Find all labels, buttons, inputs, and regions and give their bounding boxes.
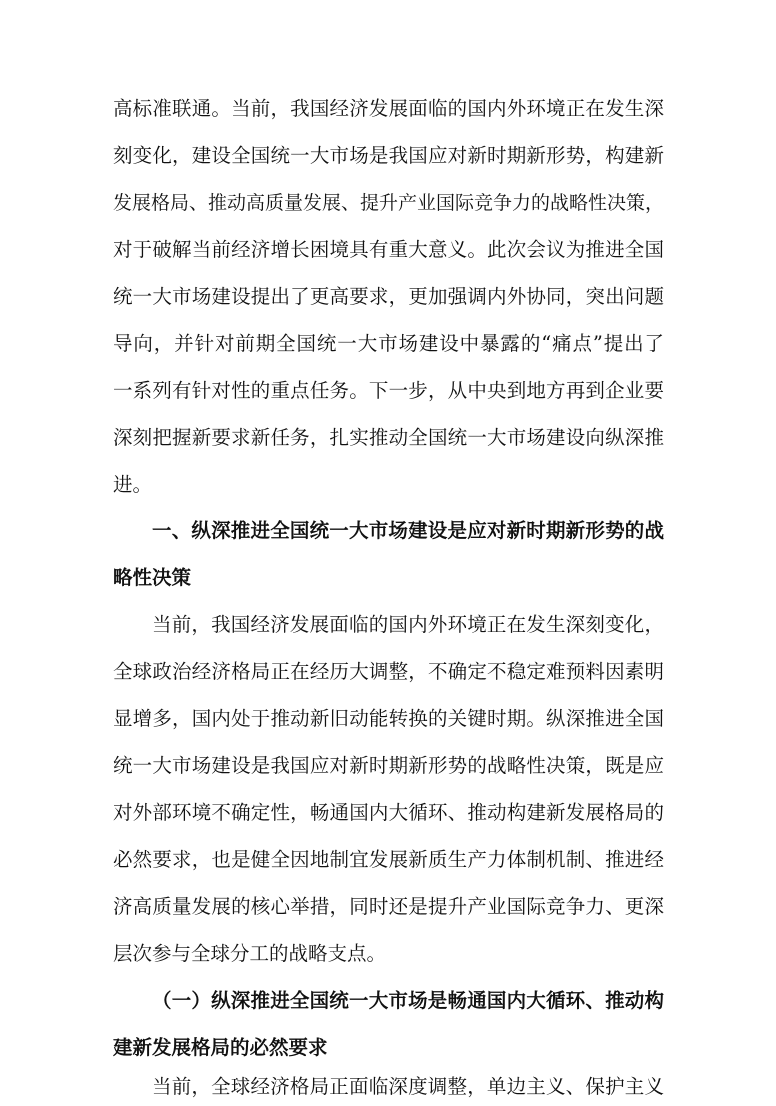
- subsection-heading: 建新发展格局的必然要求: [113, 1036, 328, 1059]
- paragraph-line: 导向，并针对前期全国统一大市场建设中暴露的“痛点”提出了: [113, 332, 664, 355]
- subsection-heading: （一）纵深推进全国统一大市场是畅通国内大循环、推动构: [152, 989, 664, 1012]
- paragraph-line: 统一大市场建设提出了更高要求，更加强调内外协同，突出问题: [113, 285, 664, 308]
- paragraph-line: 统一大市场建设是我国应对新时期新形势的战略性决策，既是应: [113, 754, 664, 777]
- paragraph-line: 当前，我国经济发展面临的国内外环境正在发生深刻变化，: [152, 613, 664, 636]
- paragraph-line: 一系列有针对性的重点任务。下一步，从中央到地方再到企业要: [113, 379, 664, 402]
- paragraph-line: 显增多，国内处于推动新旧动能转换的关键时期。纵深推进全国: [113, 707, 664, 730]
- paragraph-line: 对外部环境不确定性，畅通国内大循环、推动构建新发展格局的: [113, 801, 664, 824]
- paragraph-line: 全球政治经济格局正在经历大调整，不确定不稳定难预料因素明: [113, 660, 664, 683]
- paragraph-line: 深刻把握新要求新任务，扎实推动全国统一大市场建设向纵深推: [113, 426, 664, 449]
- paragraph-line: 当前，全球经济格局正面临深度调整，单边主义、保护主义: [152, 1075, 664, 1098]
- paragraph-line: 层次参与全球分工的战略支点。: [113, 942, 387, 965]
- paragraph-line: 高标准联通。当前，我国经济发展面临的国内外环境正在发生深: [113, 97, 664, 120]
- paragraph-line: 济高质量发展的核心举措，同时还是提升产业国际竞争力、更深: [113, 895, 664, 918]
- paragraph-line: 刻变化，建设全国统一大市场是我国应对新时期新形势，构建新: [113, 144, 664, 167]
- section-heading: 一、纵深推进全国统一大市场建设是应对新时期新形势的战: [152, 519, 664, 542]
- paragraph-line: 发展格局、推动高质量发展、提升产业国际竞争力的战略性决策，: [113, 192, 665, 214]
- paragraph-line: 必然要求，也是健全因地制宜发展新质生产力体制机制、推进经: [113, 848, 664, 871]
- paragraph-line: 对于破解当前经济增长困境具有重大意义。此次会议为推进全国: [113, 238, 664, 261]
- section-heading: 略性决策: [113, 566, 192, 589]
- paragraph-line: 进。: [113, 473, 153, 496]
